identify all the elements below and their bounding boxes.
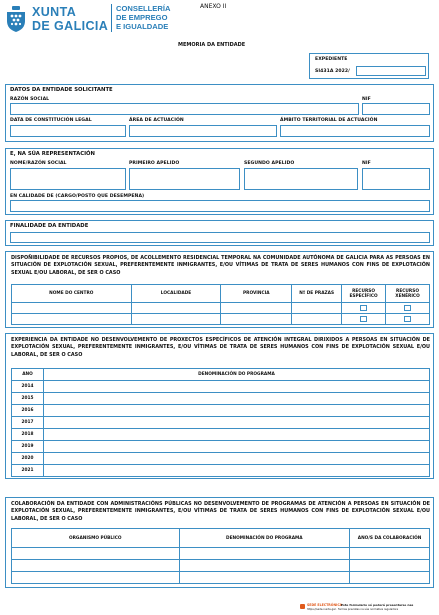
sede-electronica-icon [300,604,305,609]
calidade-label: EN CALIDADE DE (CARGO/POSTO QUE DESEMPEÑA) [10,194,145,199]
table-row [12,441,430,453]
recurso-especifico-checkbox[interactable] [360,305,367,311]
area-actuacion-field[interactable] [129,125,277,137]
nome-label: NOME/RAZÓN SOCIAL [10,161,67,166]
brand-line-2: DE GALICIA [32,19,109,33]
localidade-cell[interactable] [131,303,221,314]
solicitante-title: DATOS DA ENTIDADE SOLICITANTE [10,87,113,93]
provincia-cell[interactable] [221,303,292,314]
nif-field[interactable] [362,103,430,115]
centros-table [11,284,430,325]
col-prazas: Nº DE PRAZAS [292,285,342,303]
ambito-label: ÁMBITO TERRITORIAL DE ACTUACIÓN [280,118,378,123]
organismo-cell[interactable] [12,572,180,584]
col-recurso-especifico: RECURSO ESPECÍFICO [342,285,386,303]
area-actuacion-label: ÁREA DE ACTUACIÓN [129,118,184,123]
recurso-xenerico-checkbox[interactable] [404,305,411,311]
localidade-cell[interactable] [131,314,221,325]
nome-centro-cell[interactable] [12,303,132,314]
anos-cell[interactable] [350,560,430,572]
col-nome-centro: NOME DO CENTRO [12,285,132,303]
year-cell: 2020 [12,453,44,465]
programa-cell[interactable] [44,405,430,417]
brand-line-1: XUNTA [32,5,77,19]
expediente-prefix: SI431A 2022/ [315,69,350,74]
col-anos-colaboracion: ANO/S DA COLABORACIÓN [350,529,430,548]
data-constitucion-field[interactable] [10,125,126,137]
organismo-cell[interactable] [12,560,180,572]
provincia-cell[interactable] [221,314,292,325]
colaboracion-table [11,528,430,584]
sede-label: SEDE ELECTRÓNICA [307,603,343,607]
segundo-apelido-label: SEGUNDO APELIDO [244,161,295,166]
disponibilidade-text: DISPOÑIBILIDADE DE RECURSOS PROPIOS, DE ACOLLEMENTO RESIDENCIAL TEMPORAL NA COMUNIDADE AUTÓNOMA DE GALICIA PARA AS PERSOAS EN SITUACIÓN DE EXPLOTACIÓN SEXUAL, PREFERENTEMENTE INMIGRANTES, E/OU VÍTIMAS DE TRATA DE SERES HUMANOS CON FINS DE EXPLOTACIÓN SEXUAL E/OU LABORAL, DE SER O CASO [11,255,430,276]
prazas-cell[interactable] [292,303,342,314]
nome-centro-cell[interactable] [12,314,132,325]
rep-nif-label: NIF [362,161,371,166]
programa-cell[interactable] [44,381,430,393]
table-row [12,429,430,441]
programa-cell[interactable] [44,429,430,441]
table-row [12,465,430,477]
year-cell: 2014 [12,381,44,393]
table-row [12,303,430,314]
table-row [12,453,430,465]
programa-cell[interactable] [44,465,430,477]
primeiro-apelido-label: PRIMEIRO APELIDO [129,161,180,166]
year-cell: 2019 [12,441,44,453]
razon-social-label: RAZÓN SOCIAL [10,97,50,102]
programa-cell[interactable] [44,417,430,429]
annex-label: ANEXO II [200,3,227,10]
programa-cell[interactable] [44,441,430,453]
denominacion-cell[interactable] [179,572,350,584]
nif-label: NIF [362,97,371,102]
footer [300,603,434,613]
nome-field[interactable] [10,168,126,190]
solicitante-section [5,84,434,142]
ambito-field[interactable] [280,125,430,137]
rep-nif-field[interactable] [362,168,430,190]
representacion-section [5,148,434,215]
primeiro-apelido-field[interactable] [129,168,240,190]
finalidade-title: FINALIDADE DA ENTIDADE [10,223,89,229]
denominacion-cell[interactable] [179,560,350,572]
table-row [12,381,430,393]
xunta-logo [4,3,116,35]
table-row [12,393,430,405]
recurso-xenerico-checkbox[interactable] [404,316,411,322]
footer-note-1: Este formulario só poderá presentarse nas [341,603,414,607]
calidade-field[interactable] [10,200,430,212]
table-row [12,417,430,429]
year-cell: 2021 [12,465,44,477]
colaboracion-section [5,497,434,588]
logo-divider [111,4,112,32]
prazas-cell[interactable] [292,314,342,325]
programa-cell[interactable] [44,453,430,465]
expediente-box [309,53,429,79]
programa-cell[interactable] [44,393,430,405]
col-localidade: LOCALIDADE [131,285,221,303]
experiencia-section [5,333,434,479]
colaboracion-text: COLABORACIÓN DA ENTIDADE CON ADMINISTRACIÓNS PÚBLICAS NO DESENVOLVEMENTO DE PROGRAMAS DE ATENCIÓN A PERSOAS EN SITUACIÓN DE EXPLOTACIÓN SEXUAL, PREFERENTEMENTE INMIGRANTES, E/OU VÍTIMAS DE TRATA DE SERES HUMANOS CON FINS DE EXPLOTACIÓN SEXUAL E/OU LABORAL, DE SER O CASO [11,501,430,522]
table-row [12,314,430,325]
data-constitucion-label: DATA DE CONSTITUCIÓN LEGAL [10,118,92,123]
footer-note-2: https://sede.xunta.gal · formas previstas na súa normativa reguladora [307,608,399,611]
col-provincia: PROVINCIA [221,285,292,303]
dept-line-2: DE EMPREGO [116,13,168,22]
anos-cell[interactable] [350,572,430,584]
col-ano: ANO [12,369,44,381]
organismo-cell[interactable] [12,548,180,560]
col-organismo: ORGANISMO PÚBLICO [12,529,180,548]
document-title: MEMORIA DA ENTIDADE [178,42,246,48]
finalidade-section [5,220,434,246]
experiencia-table [11,368,430,477]
year-cell: 2018 [12,429,44,441]
table-row [12,548,430,560]
year-cell: 2017 [12,417,44,429]
denominacion-cell[interactable] [179,548,350,560]
experiencia-text: EXPERIENCIA DA ENTIDADE NO DESENVOLVEMENTO DE PROXECTOS ESPECÍFICOS DE ATENCIÓN INTEGRAL DIRIXIDOS A PERSOAS EN SITUACIÓN DE EXPLOTACIÓN SEXUAL, PREFERENTEMENTE INMIGRANTES, E/OU VÍTIMAS DE TRATA DE SERES HUMANOS CON FINS DE EXPLOTACIÓN SEXUAL E/OU LABORAL, DE SER O CASO [11,337,430,358]
razon-social-field[interactable] [10,103,359,115]
representacion-title: E, NA SÚA REPRESENTACIÓN [10,151,95,157]
col-denominacion-programa: DENOMINACIÓN DO PROGRAMA [44,369,430,381]
table-row [12,572,430,584]
expediente-label: EXPEDIENTE [315,57,348,62]
col-recurso-xenerico: RECURSO XENÉRICO [386,285,430,303]
dept-line-1: CONSELLERÍA [116,4,171,13]
year-cell: 2015 [12,393,44,405]
segundo-apelido-field[interactable] [244,168,358,190]
col-denominacion: DENOMINACIÓN DO PROGRAMA [179,529,350,548]
disponibilidade-section [5,251,434,328]
expediente-number-field[interactable] [356,66,426,76]
galicia-emblem-icon [4,5,28,33]
recurso-especifico-checkbox[interactable] [360,316,367,322]
dept-line-3: E IGUALDADE [116,22,169,31]
year-cell: 2016 [12,405,44,417]
table-row [12,560,430,572]
table-row [12,405,430,417]
anos-cell[interactable] [350,548,430,560]
finalidade-field[interactable] [10,232,430,243]
